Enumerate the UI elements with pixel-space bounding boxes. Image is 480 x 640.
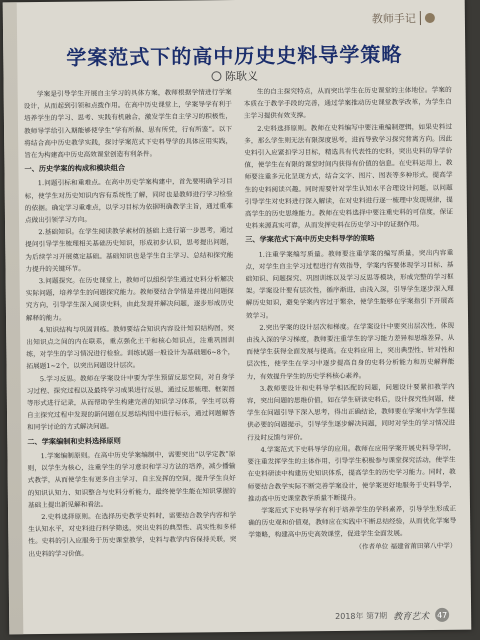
section-heading: 二、学案编制和史料选择原则 — [27, 435, 121, 446]
section-heading: 三、学案范式下高中历史史料导学的策略 — [245, 233, 375, 245]
body-paragraph: 4.学案范式下史料导学的应用。教师在应用学案开展史料导学时，要注重发挥学生的主体作用，引导学生积极参与课堂探究活动，使学生在史料研读中构建历史知识体系，提高学生的历史学习能力。同时，教师要结合教学实际不断完善学案设计，使学案更好地服务于史料导学，推动高中历史课堂教学质量不断提升。 — [247, 443, 456, 503]
body-paragraph: 2.史料选择原则。教师在史料编写中要注重编制逻辑，如果史料过多，那么学生则无法有限深度思考，进而导致学习探究背离方向。因此史料引入应紧扣学习目标，精选具有代表性的史料，突出史料的导学价值，使学生在有限的课堂时间内获得有价值的信息。在史料运用上，教师要注重多元化呈现方式，结合文字、图片、图表等多种形式，提高学生的史料阅读兴趣。同时需要针对学生认知水平合理设计问题，以问题引导学生对史料进行深入解读，在对史料进行逐一梳理中发现规律，提高学生的历史思维能力。教师在史料选择中要注重史料的可信度，保证史料来源真实可靠，从而发挥史料在历史学习中的证据作用。 — [244, 122, 453, 231]
issue-label: 2018年 第7期 — [335, 610, 388, 621]
magazine-page — [3, 0, 472, 634]
body-paragraph: 1.问题引标和重难点。在高中历史学案构建中，首先要明确学习目标，使学生对历史知识内容有系统性了解，同时也是教师进行学习检验的依据。确定学习重难点，以学习目标为依据明确教学主旨，通过重难点做出引领学习方向。 — [24, 177, 233, 225]
body-paragraph: 5.学习反思。教师在学案设计中要为学生预留反思空间，对自身学习过程、探究过程以及最终学习成果进行反思，通过反思梳理、框架图等形式进行记录，从而帮助学生构建完善的知识学习体系，学生可以将自主探究过程中发现的新问题在反思结构图中进行标示，通过问题解答和同学讨论的方式解决问题。 — [26, 372, 236, 432]
right-column — [244, 84, 457, 604]
byline — [3, 66, 465, 87]
body-paragraph: 1.注重学案编写质量。教师要注重学案的编写质量，突出内容重点，对学生自主学习过程进行有效指导，学案内容要体现学习目标、基础知识、问题探究、巩固训练以及学习反思等模块，形成完整的学习框架。学案设计要有层次性，循序渐进，由浅入深，引导学生逐步深入理解历史知识，避免学案内容过于繁杂，使学生能够在学案指引下开展高效学习。 — [245, 248, 454, 320]
body-paragraph: 学案范式下史料导学有利于培养学生的学科素养，引导学生形成正确的历史观和价值观，教师应在实践中不断总结经验，从而优化学案导学策略，构建高中历史高效课堂，促进学生全面发展。 — [248, 504, 457, 540]
section-heading: 一、历史学案的构成和模块组合 — [24, 163, 126, 174]
author-name: 陈耿义 — [224, 69, 259, 84]
page-number: 47 — [435, 608, 449, 622]
article-body — [24, 84, 457, 606]
section-header — [372, 10, 435, 27]
section-logo-icon — [425, 13, 435, 23]
body-paragraph: 1.学案编制原则。在高中历史学案编制中，需要突出“以学定教”原则，以学生为核心，注重学生的学习意识和学习方法的培养，减少播输式教学，从而使学生有更多自主学习、自主发挥的空间，提升学生良好的知识认知力、知识整合与史料分析能力，最终使学生能在知识掌握的基础上提出新见解和看法。 — [27, 449, 236, 509]
body-paragraph: 生的自主探究特点，从而突出学生在历史课堂的主体地位。学案的本质在于教学手段的完善，通过学案推动历史课堂教学改革，为学生自主学习提供有效支撑。 — [243, 85, 452, 121]
left-column — [24, 86, 237, 606]
page-binding-edge — [3, 2, 24, 634]
author-affiliation: （作者单位 福建省莆田第八中学） — [355, 541, 457, 551]
section-divider — [420, 11, 421, 25]
section-label: 教师手记 — [371, 12, 416, 26]
author-bullet-icon — [211, 71, 221, 81]
article-title: 学案范式下的高中历史史料导学策略 — [66, 42, 403, 70]
body-paragraph: 4.知识结构与巩固训练。教师要结合知识内容设计知识结构图，突出知识点之间的内在联系，重点强化主干和核心知识点，注重巩固训练，对学生的学习情况进行检验。训练试题一般设计为基础题6~8个，拓展题1~2个，以突出问题设计层次。 — [26, 323, 235, 371]
body-paragraph: 2.史料选择原则。在选择历史教学史料时，需要结合教学内容和学生认知水平，对史料进行科学筛选，突出史料的典型性、真实性和多样性。史料的引入应服务于历史课堂教学，史料与教学内容保持关联，突出史料的学习价值。 — [28, 510, 237, 558]
magazine-name: 教育艺术 — [393, 611, 430, 622]
body-paragraph: 3.问题探究。在历史课堂上，教师可以组织学生通过史料分析解决实际问题，培养学生的问题探究能力。教师要结合学情是并提出问题探究方向，引导学生深入阅读史料，由此发现并解决问题，逐步形成历史解释的能力。 — [25, 275, 234, 322]
body-paragraph: 2.基础知识。在学生阅读教学素材的基础上进行第一步思考，通过提问引导学生梳理相关基础历史知识，形成初步认识，思考提出问题，为后续学习开展奠定基础。基础知识也是学生自主学习、总结和探究能力提升的关键环节。 — [25, 226, 234, 274]
page-footer — [335, 608, 449, 623]
body-paragraph: 学案是引导学生开展自主学习的具体方案，教师根据学情进行学案设计，从而起到引领和点拨作用。在高中历史课堂上，学案导学有利于培养学生的学习、思考、实践有机融合，激发学生自主学习的积极性，教师导学给引入期能够使学生“学有所据、思有所凭，行有所鉴”。以下将结合高中历史教学实践，探讨学案范式下史料导学的具体应用实践，旨在为构建高中历史高效课堂创造有利条件。 — [23, 88, 233, 160]
body-paragraph: 2.突出学案的设计层次和梯度。在学案设计中要突出层次性，体现由浅入深的学习梯度，教师要注重学生的学习能力差异和思维差异，从而使学生获得全面发展与提高。在史料应用上，突出典型性、针对性和层次性，使学生在学习中逐步提高自身的史料分析能力和历史解释能力，有效提升学生的历史学科核心素养。 — [246, 321, 455, 381]
body-paragraph: 3.教师要设计和史料导学相匹配的问题，问题设计要紧扣教学内容，突出问题的思维价值，如在学生研读史料后，设计探究性问题，使学生在问题引导下深入思考，得出正确结论，教师要在学案中为学生提供必要的问题提示，引导学生逐步解决问题，同时对学生的学习情况进行及时反馈与评价。 — [246, 382, 456, 442]
